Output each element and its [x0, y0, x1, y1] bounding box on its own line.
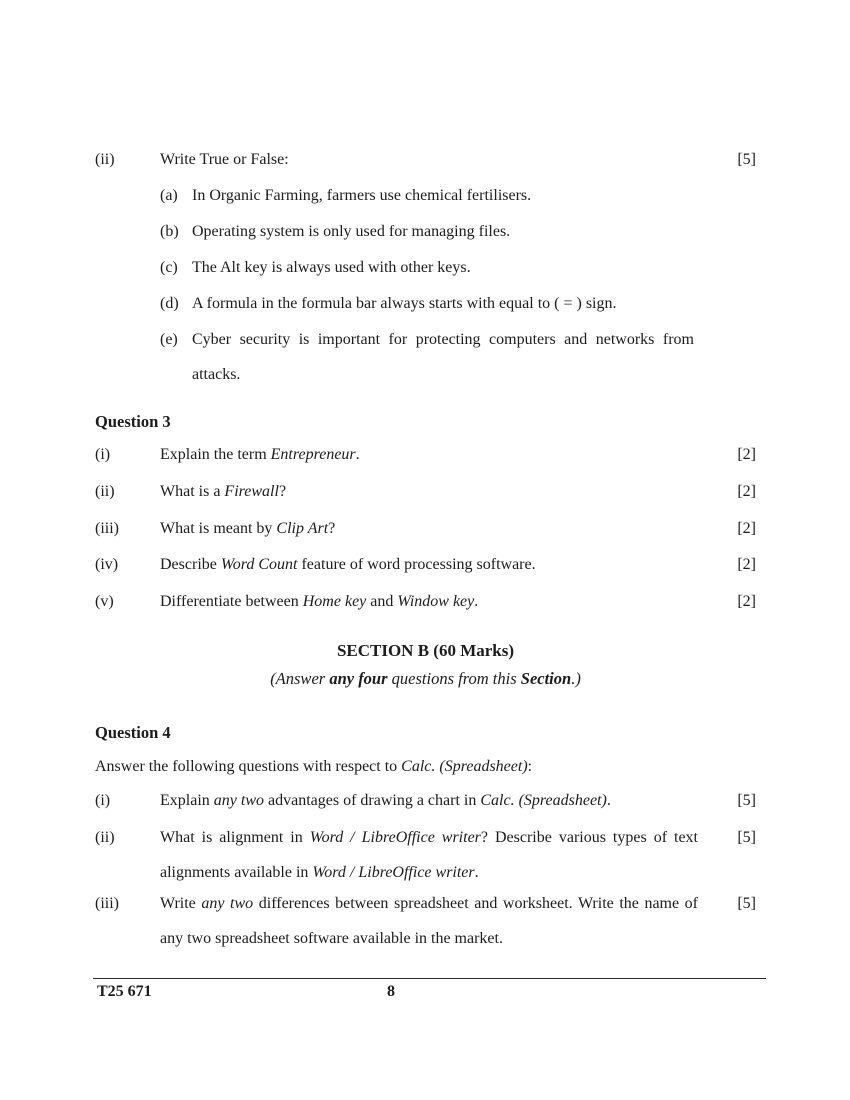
question-heading: Question 3 — [95, 412, 171, 431]
question-subitem — [160, 250, 756, 285]
section-title: SECTION B (60 Marks) — [336, 641, 515, 660]
question-subitem — [160, 178, 756, 213]
item-text: Describe Word Count feature of word processing software. — [160, 556, 536, 573]
question-subitem — [160, 286, 756, 321]
question-subitem — [160, 214, 756, 249]
question-item — [95, 142, 756, 177]
item-text: Write True or False: — [160, 151, 289, 168]
item-text: Explain any two advantages of drawing a chart in Calc. (Spreadsheet). — [160, 792, 611, 809]
item-text: What is a Firewall? — [160, 483, 287, 500]
subitem-letter: (d) — [160, 295, 179, 312]
marks-badge: [2] — [737, 593, 756, 610]
marks-badge: [5] — [737, 792, 756, 809]
subitem-text: A formula in the formula bar always starts with equal to ( = ) sign. — [192, 295, 617, 312]
item-number: (iv) — [95, 556, 119, 573]
question-intro: Answer the following questions with respect to Calc. (Spreadsheet): — [95, 758, 533, 775]
subitem-text: The Alt key is always used with other keys. — [192, 259, 471, 276]
item-number: (iii) — [95, 520, 119, 537]
marks-badge: [5] — [737, 151, 756, 168]
item-text: What is alignment in Word / LibreOffice writer? Describe various types of text alignments available in Word / LibreOffice writer. — [160, 829, 699, 881]
question-item — [95, 547, 756, 582]
page-number: 8 — [387, 983, 395, 1000]
subitem-text: Cyber security is important for protecting computers and networks from attacks. — [192, 331, 694, 383]
marks-badge: [2] — [737, 556, 756, 573]
item-number: (ii) — [95, 151, 115, 168]
question-item — [95, 474, 756, 509]
item-number: (ii) — [95, 829, 115, 846]
question-item — [95, 437, 756, 472]
item-number: (i) — [95, 446, 111, 463]
item-text: Explain the term Entrepreneur. — [160, 446, 360, 463]
subitem-text: In Organic Farming, farmers use chemical fertilisers. — [192, 187, 532, 204]
question-subitem — [160, 322, 756, 392]
subitem-letter: (a) — [160, 187, 178, 204]
question-heading: Question 4 — [95, 723, 171, 742]
item-number: (iii) — [95, 895, 119, 912]
footer-rule — [93, 978, 766, 1000]
item-text: Write any two differences between spreadsheet and worksheet. Write the name of any two spreadsheet software available in the market. — [160, 895, 699, 947]
subitem-text: Operating system is only used for managing files. — [192, 223, 511, 240]
question-item — [95, 584, 756, 619]
subitem-letter: (b) — [160, 223, 179, 240]
marks-badge: [2] — [737, 446, 756, 463]
marks-badge: [2] — [737, 483, 756, 500]
item-number: (v) — [95, 593, 114, 610]
item-text: What is meant by Clip Art? — [160, 520, 336, 537]
subitem-letter: (c) — [160, 259, 178, 276]
marks-badge: [5] — [737, 895, 756, 912]
question-item — [95, 783, 756, 818]
question-item — [95, 511, 756, 546]
item-number: (i) — [95, 792, 111, 809]
marks-badge: [2] — [737, 520, 756, 537]
subitem-letter: (e) — [160, 331, 178, 348]
question-item — [95, 820, 756, 890]
item-text: Differentiate between Home key and Window key. — [160, 593, 479, 610]
marks-badge: [5] — [737, 829, 756, 846]
item-number: (ii) — [95, 483, 115, 500]
section-instruction: (Answer any four questions from this Section.) — [270, 669, 581, 688]
footer-code: T25 671 — [97, 983, 152, 1000]
question-item — [95, 886, 756, 956]
